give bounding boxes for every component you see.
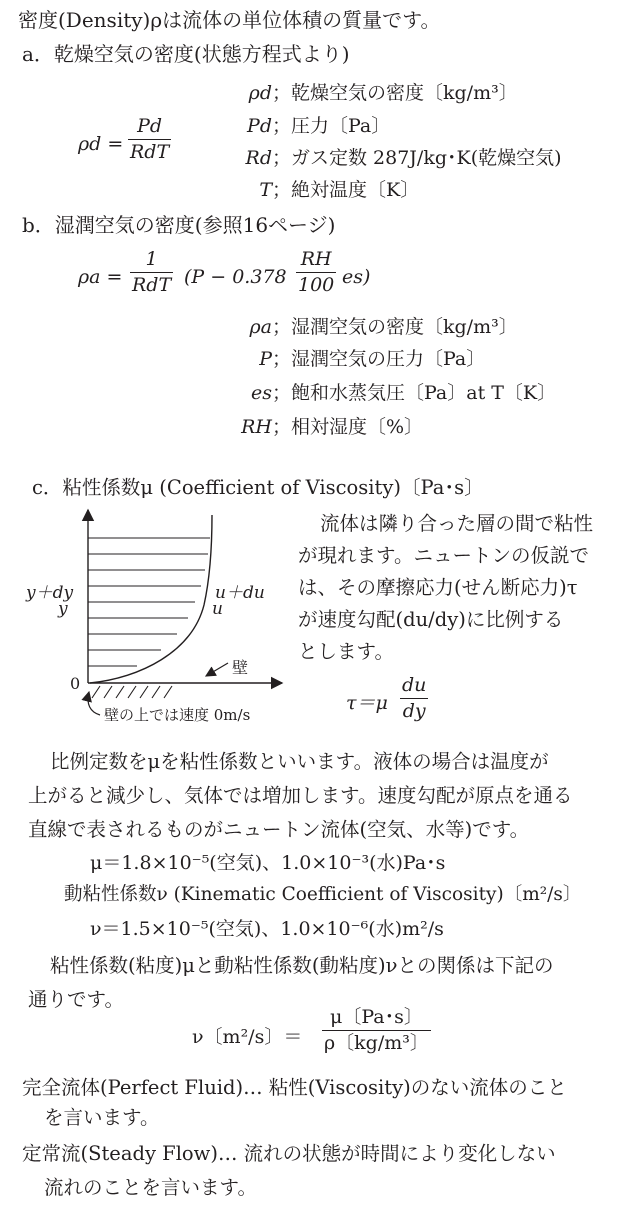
eq-a-denominator: RdT	[130, 141, 170, 163]
tau-fraction	[400, 676, 428, 721]
def-text: ；飽和水蒸気圧〔Pa〕at T〔K〕	[272, 382, 557, 404]
velocity-profile-diagram	[20, 500, 290, 730]
def-symbol: P	[259, 348, 272, 370]
eq-b-lhs: ρa =	[78, 266, 123, 288]
eq-b-denominator-1: RdT	[132, 274, 172, 296]
def-symbol: RH	[241, 416, 272, 438]
def-text: ；ガス定数 287J/kg･K(乾燥空気)	[272, 147, 562, 169]
text-line: 粘性係数(粘度)μと動粘性係数(動粘度)νとの関係は下記の	[50, 954, 554, 977]
intro-text: 密度(Density)ρは流体の単位体積の質量です。	[18, 8, 441, 32]
label-wall: 壁	[232, 658, 249, 677]
tau-denominator: dy	[402, 700, 426, 722]
eq-a-numerator: Pd	[137, 115, 163, 137]
def-text: ；絶対温度〔K〕	[272, 179, 420, 201]
diagram-caption: 壁の上では速度 0m/s	[104, 706, 251, 724]
text-line: 比例定数をμを粘性係数といいます。液体の場合は温度が	[50, 750, 549, 773]
tau-lhs: τ＝μ	[346, 692, 388, 714]
kinematic-viscosity-heading: 動粘性係数ν (Kinematic Coefficient of Viscosity)〔m²/s〕	[64, 884, 582, 905]
eq-b-fraction-1	[130, 250, 173, 295]
label-y: y	[58, 599, 68, 619]
def-text: ；圧力〔Pa〕	[272, 115, 391, 137]
def-symbol: Rd	[245, 147, 272, 169]
wall-hatching	[92, 686, 172, 698]
def-symbol: T	[259, 179, 272, 201]
text-line: 定常流(Steady Flow)… 流れの状態が時間により変化しない	[22, 1142, 556, 1165]
label-y-plus-dy: y＋dy	[26, 583, 74, 603]
text-line: が速度勾配(du/dy)に比例する	[298, 608, 564, 631]
label-origin: 0	[70, 674, 81, 693]
text-line: 上がると減少し、気体では増加します。速度勾配が原点を通る	[28, 784, 573, 807]
eq-a-lhs: ρd =	[78, 133, 124, 155]
def-text: ；湿潤空気の圧力〔Pa〕	[272, 348, 486, 370]
def-symbol: ρa	[249, 316, 272, 338]
relation-fraction	[322, 1008, 431, 1053]
def-text: ；乾燥空気の密度〔kg/m³〕	[272, 82, 518, 104]
eq-b-tail: es)	[342, 266, 371, 288]
relation-denominator: ρ〔kg/m³〕	[324, 1032, 429, 1054]
eq-a-fraction	[128, 117, 171, 162]
text-line: は、その摩擦応力(せん断応力)τ	[298, 576, 578, 599]
velocity-layers	[88, 538, 210, 666]
text-line: 完全流体(Perfect Fluid)… 粘性(Viscosity)のない流体のこと	[22, 1076, 567, 1099]
def-text: ；相対湿度〔%〕	[272, 416, 424, 438]
section-b-heading: b．湿潤空気の密度(参照16ページ)	[22, 213, 336, 237]
def-symbol: ρd	[248, 82, 272, 104]
velocity-profile-curve	[90, 515, 212, 683]
wall-pointer-arrow	[206, 663, 228, 676]
text-line: が現れます。ニュートンの仮説で	[298, 544, 589, 567]
relation-lhs: ν〔m²/s〕＝	[192, 1026, 303, 1048]
def-text: ；湿潤空気の密度〔kg/m³〕	[272, 316, 518, 338]
def-symbol: es	[251, 382, 272, 404]
text-line: 直線で表されるものがニュートン流体(空気、水等)です。	[28, 818, 530, 841]
eq-b-middle: (P − 0.378	[184, 266, 287, 288]
eq-b-numerator-1: 1	[145, 248, 158, 270]
def-symbol: Pd	[247, 115, 272, 137]
label-u: u	[212, 599, 223, 619]
kinematic-viscosity-values: ν＝1.5×10⁻⁵(空気)、1.0×10⁻⁶(水)m²/s	[90, 918, 444, 940]
text-line: とします。	[298, 640, 394, 663]
text-line: 通りです。	[28, 988, 124, 1011]
label-u-plus-du: u＋du	[215, 583, 265, 603]
tau-numerator: du	[402, 674, 427, 696]
eq-b-denominator-2: 100	[298, 274, 335, 296]
section-c-heading: c．粘性係数μ (Coefficient of Viscosity)〔Pa･s〕	[32, 476, 484, 499]
viscosity-values: μ＝1.8×10⁻⁵(空気)、1.0×10⁻³(水)Pa･s	[90, 852, 446, 874]
text-line: を言います。	[44, 1106, 160, 1129]
text-line: 流体は隣り合った層の間で粘性	[320, 512, 594, 535]
text-line: 流れのことを言います。	[44, 1176, 257, 1199]
section-a-heading: a．乾燥空気の密度(状態方程式より)	[22, 42, 350, 66]
relation-numerator: μ〔Pa･s〕	[330, 1006, 423, 1028]
eq-b-numerator-2: RH	[300, 248, 332, 270]
eq-b-fraction-2	[296, 250, 336, 295]
